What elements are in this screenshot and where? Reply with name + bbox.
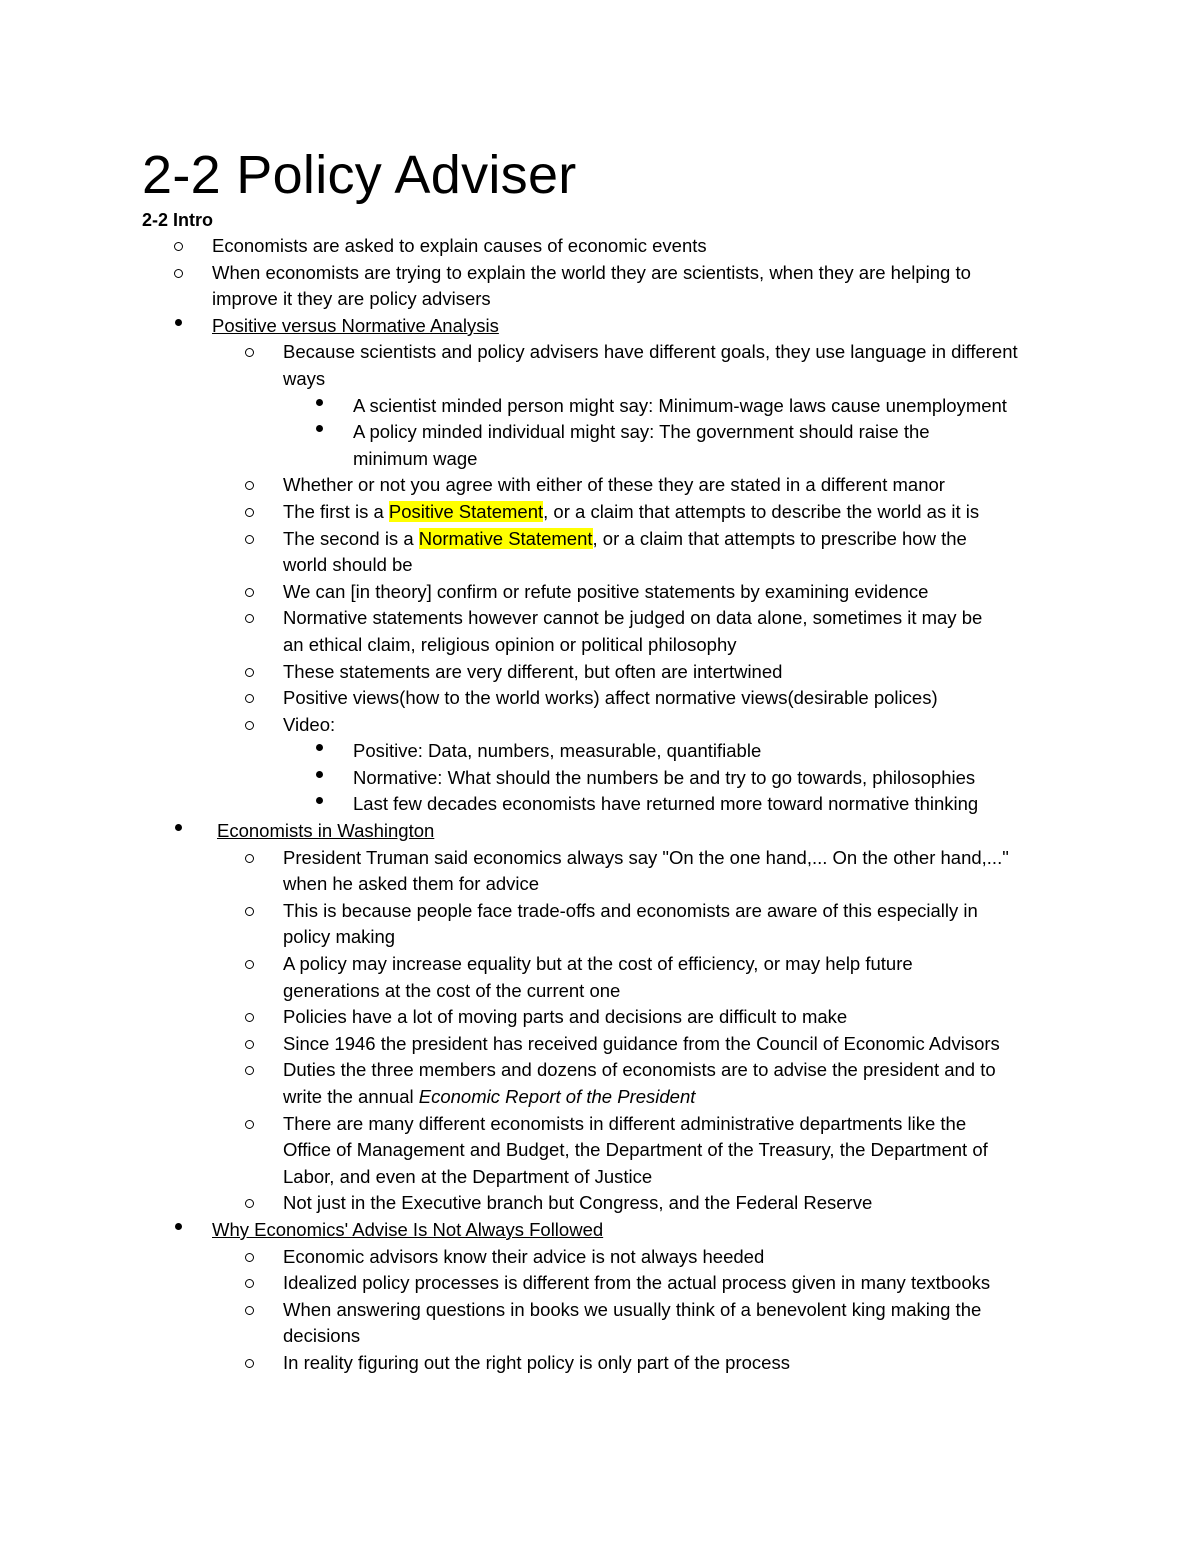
circle-bullet-icon xyxy=(245,960,254,969)
disc-bullet-icon xyxy=(175,319,182,326)
highlighted-term: Normative Statement xyxy=(418,527,593,549)
list-item: Whether or not you agree with either of these they are stated in a different manor xyxy=(0,472,1200,499)
list-item: Positive: Data, numbers, measurable, quantifiable xyxy=(0,738,1200,765)
list-item: This is because people face trade-offs and economists are aware of this especially in policy making xyxy=(0,898,1200,951)
circle-bullet-icon xyxy=(245,907,254,916)
list-item: Economists are asked to explain causes of economic events xyxy=(0,233,1200,260)
list-item: Because scientists and policy advisers have different goals, they use language in different ways xyxy=(0,339,1200,392)
circle-bullet-icon xyxy=(245,535,254,544)
disc-bullet-icon xyxy=(316,797,323,804)
list-item: Duties the three members and dozens of economists are to advise the president and to write the annual Economic Report of the President xyxy=(0,1057,1200,1110)
section-heading-positive-normative: Positive versus Normative Analysis xyxy=(0,313,1200,340)
circle-bullet-icon xyxy=(245,1040,254,1049)
notes-outline xyxy=(0,233,1200,1377)
circle-bullet-icon xyxy=(245,508,254,517)
disc-bullet-icon xyxy=(175,824,182,831)
circle-bullet-icon xyxy=(174,269,183,278)
list-item: A scientist minded person might say: Minimum-wage laws cause unemployment xyxy=(0,393,1200,420)
section-subhead: 2-2 Intro xyxy=(142,210,214,230)
list-item: Normative: What should the numbers be and try to go towards, philosophies xyxy=(0,765,1200,792)
list-item: Video: xyxy=(0,712,1200,739)
list-item: When economists are trying to explain the world they are scientists, when they are helping to improve it they are policy advisers xyxy=(0,260,1200,313)
list-item: When answering questions in books we usually think of a benevolent king making the decisions xyxy=(0,1297,1200,1350)
list-item: Normative statements however cannot be judged on data alone, sometimes it may be an ethical claim, religious opinion or political philosophy xyxy=(0,605,1200,658)
circle-bullet-icon xyxy=(245,1306,254,1315)
disc-bullet-icon xyxy=(175,1223,182,1230)
section-heading-advise-not-followed: Why Economics' Advise Is Not Always Followed xyxy=(0,1217,1200,1244)
circle-bullet-icon xyxy=(245,668,254,677)
report-title: Economic Report of the President xyxy=(418,1086,696,1107)
list-item: Economic advisors know their advice is not always heeded xyxy=(0,1244,1200,1271)
list-item: Positive views(how to the world works) affect normative views(desirable polices) xyxy=(0,685,1200,712)
list-item: Policies have a lot of moving parts and decisions are difficult to make xyxy=(0,1004,1200,1031)
circle-bullet-icon xyxy=(245,588,254,597)
circle-bullet-icon xyxy=(245,721,254,730)
circle-bullet-icon xyxy=(245,1279,254,1288)
circle-bullet-icon xyxy=(245,1253,254,1262)
circle-bullet-icon xyxy=(245,1066,254,1075)
list-item: Idealized policy processes is different from the actual process given in many textbooks xyxy=(0,1270,1200,1297)
list-item: We can [in theory] confirm or refute positive statements by examining evidence xyxy=(0,579,1200,606)
circle-bullet-icon xyxy=(245,614,254,623)
list-item: There are many different economists in different administrative departments like the Office of Management and Budget, the Department of the Treasury, the Department of Labor, and even at the Department of Justice xyxy=(0,1111,1200,1191)
circle-bullet-icon xyxy=(245,348,254,357)
disc-bullet-icon xyxy=(316,425,323,432)
circle-bullet-icon xyxy=(245,481,254,490)
list-item: A policy minded individual might say: The government should raise the minimum wage xyxy=(0,419,1200,472)
disc-bullet-icon xyxy=(316,399,323,406)
circle-bullet-icon xyxy=(245,854,254,863)
list-item: These statements are very different, but often are intertwined xyxy=(0,659,1200,686)
circle-bullet-icon xyxy=(245,1120,254,1129)
list-item: Last few decades economists have returned more toward normative thinking xyxy=(0,791,1200,818)
circle-bullet-icon xyxy=(245,1199,254,1208)
list-item: In reality figuring out the right policy is only part of the process xyxy=(0,1350,1200,1377)
circle-bullet-icon xyxy=(245,694,254,703)
list-item: President Truman said economics always say "On the one hand,... On the other hand,..." when he asked them for advice xyxy=(0,845,1200,898)
list-item: Not just in the Executive branch but Congress, and the Federal Reserve xyxy=(0,1190,1200,1217)
section-heading-economists-washington: Economists in Washington xyxy=(0,818,1200,845)
list-item: Since 1946 the president has received guidance from the Council of Economic Advisors xyxy=(0,1031,1200,1058)
circle-bullet-icon xyxy=(174,242,183,251)
highlighted-term: Positive Statement xyxy=(388,500,544,522)
list-item: A policy may increase equality but at the cost of efficiency, or may help future generations at the cost of the current one xyxy=(0,951,1200,1004)
list-item: The second is a Normative Statement, or a claim that attempts to prescribe how the world should be xyxy=(0,526,1200,579)
page-title: 2-2 Policy Adviser xyxy=(142,145,577,205)
disc-bullet-icon xyxy=(316,744,323,751)
list-item: The first is a Positive Statement, or a claim that attempts to describe the world as it is xyxy=(0,499,1200,526)
disc-bullet-icon xyxy=(316,771,323,778)
circle-bullet-icon xyxy=(245,1013,254,1022)
circle-bullet-icon xyxy=(245,1359,254,1368)
